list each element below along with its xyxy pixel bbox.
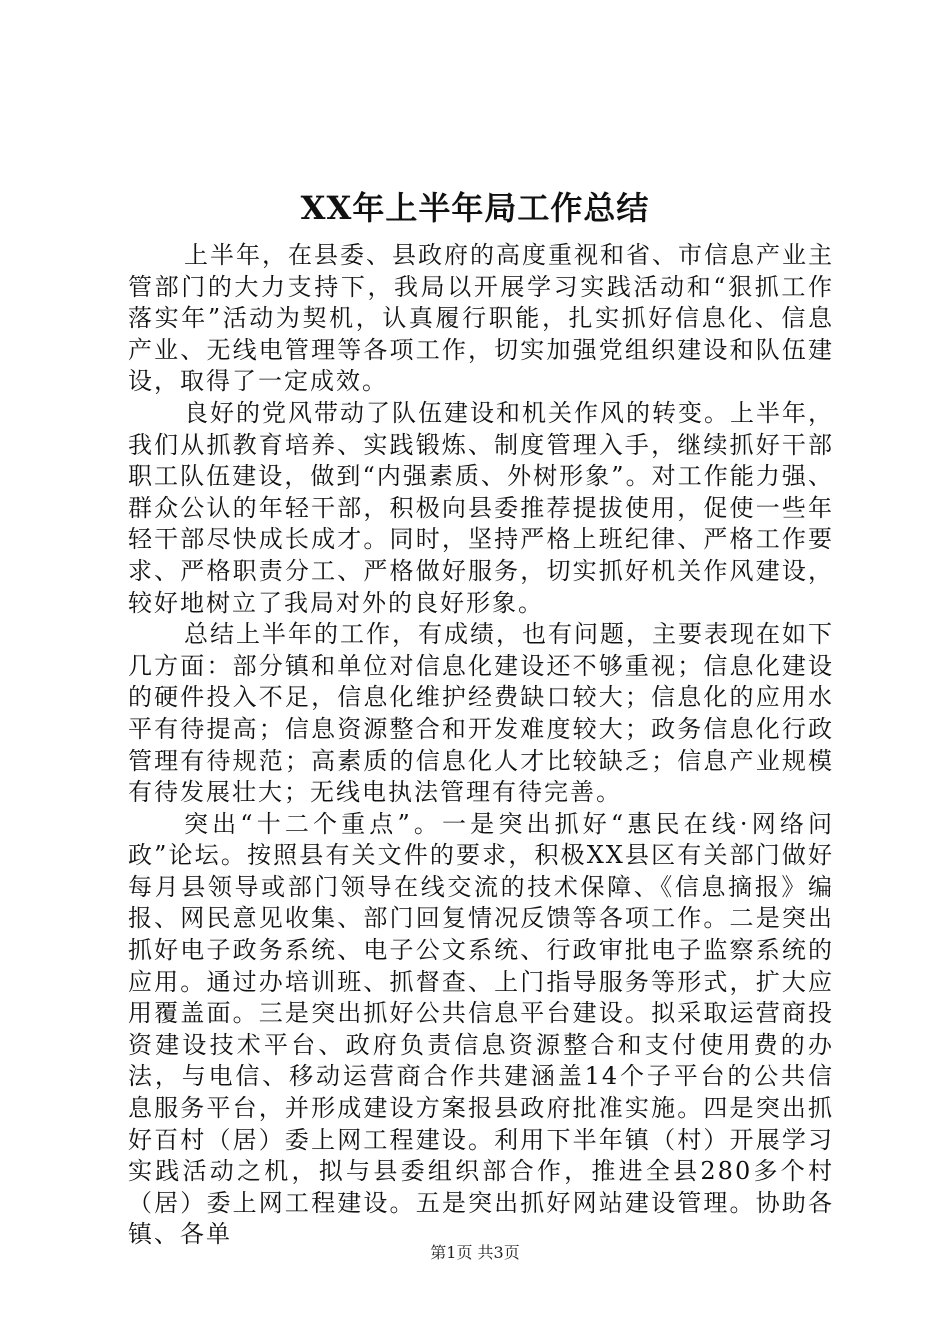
- page-number-footer: 第1页 共3页: [430, 1243, 520, 1262]
- paragraph-team-building: 良好的党风带动了队伍建设和机关作风的转变。上半年，我们从抓教育培养、实践锻炼、制度管理入手，继续抓好干部职工队伍建设，做到“内强素质、外树形象”。对工作能力强、群众公认的年轻干部，积极向县委推荐提拔使用，促使一些年轻干部尽快成长成才。同时，坚持严格上班纪律、严格工作要求、严格职责分工、严格做好服务，切实抓好机关作风建设，较好地树立了我局对外的良好形象。: [128, 398, 834, 617]
- paragraph-problems: 总结上半年的工作，有成绩，也有问题，主要表现在如下几方面：部分镇和单位对信息化建设还不够重视；信息化建设的硬件投入不足，信息化维护经费缺口较大；信息化的应用水平有待提高；信息资源整合和开发难度较大；政务信息化行政管理有待规范；高素质的信息化人才比较缺乏；信息产业规模有待发展壮大；无线电执法管理有待完善。: [128, 620, 834, 807]
- paragraph-key-points: 突出“十二个重点”。一是突出抓好“惠民在线·网络问政”论坛。按照县有关文件的要求，积极XX县区有关部门做好每月县领导或部门领导在线交流的技术保障、《信息摘报》编报、网民意见收集、部门回复情况反馈等各项工作。二是突出抓好电子政务系统、电子公文系统、行政审批电子监察系统的应用。通过办培训班、抓督查、上门指导服务等形式，扩大应用覆盖面。三是突出抓好公共信息平台建设。拟采取运营商投资建设技术平台、政府负责信息资源整合和支付使用费的办法，与电信、移动运营商合作共建涵盖14个子平台的公共信息服务平台，并形成建设方案报县政府批准实施。四是突出抓好百村（居）委上网工程建设。利用下半年镇（村）开展学习实践活动之机，拟与县委组织部合作，推进全县280多个村（居）委上网工程建设。五是突出抓好网站建设管理。协助各镇、各单: [128, 809, 834, 1249]
- document-body: [128, 240, 834, 1251]
- paragraph-intro: 上半年，在县委、县政府的高度重视和省、市信息产业主管部门的大力支持下，我局以开展学习实践活动和“狠抓工作落实年”活动为契机，认真履行职能，扎实抓好信息化、信息产业、无线电管理等各项工作，切实加强党组织建设和队伍建设，取得了一定成效。: [128, 241, 834, 396]
- document-title: XX年上半年局工作总结: [300, 189, 650, 227]
